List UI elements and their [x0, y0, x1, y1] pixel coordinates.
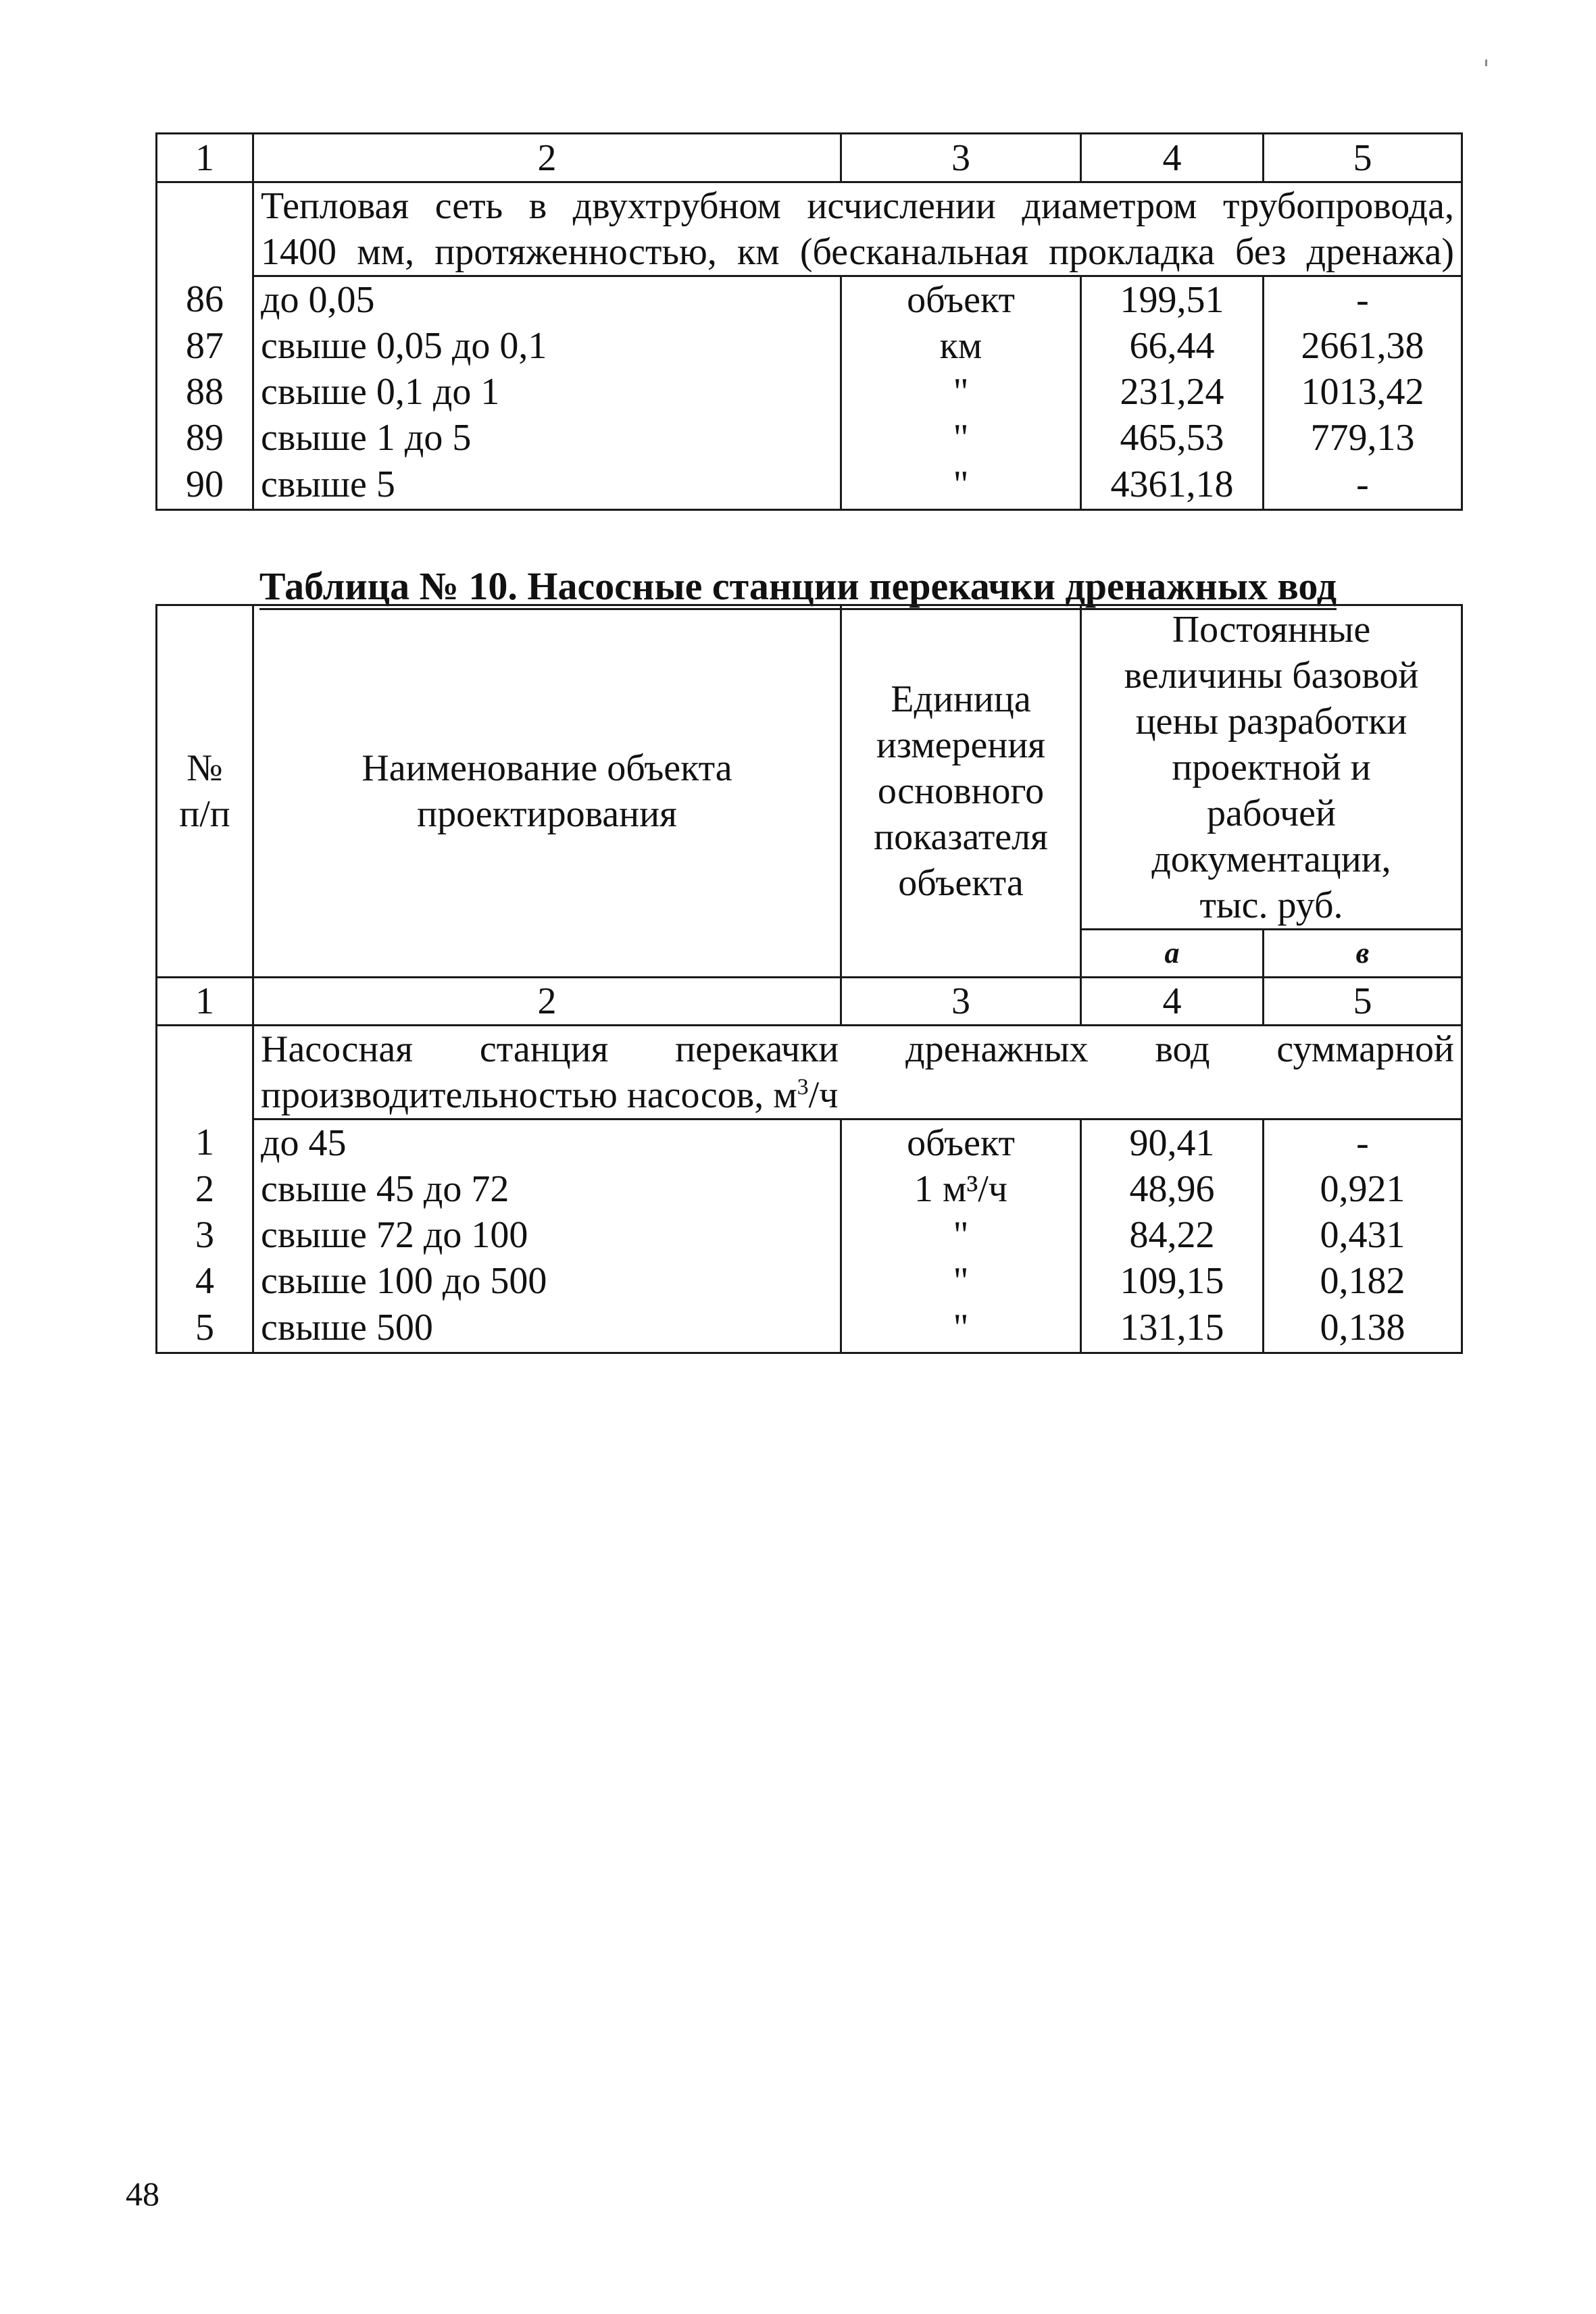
row-num: 87 [157, 323, 253, 369]
row-value-a: 4361,18 [1081, 461, 1264, 509]
row-value-b: 0,182 [1264, 1258, 1462, 1304]
row-num: 4 [157, 1258, 253, 1304]
table-row [157, 276, 1462, 324]
col-number-1: 1 [157, 978, 253, 1026]
row-value-a: 109,15 [1081, 1258, 1264, 1304]
row-num: 90 [157, 461, 253, 509]
section-heading-line1: Насосная станция перекачки дренажных вод суммарной [261, 1028, 1454, 1070]
row-name: свыше 0,1 до 1 [253, 369, 841, 415]
row-unit: " [841, 369, 1081, 415]
column-number-row [157, 134, 1462, 182]
col-number-5: 5 [1264, 134, 1462, 182]
section-heading [253, 1026, 1462, 1120]
section-heading-line2: 1400 мм, протяженностью, км (бесканальная прокладка без дренажа) [261, 231, 1454, 273]
row-num: 3 [157, 1212, 253, 1258]
row-name: свыше 0,05 до 0,1 [253, 323, 841, 369]
row-name: свыше 1 до 5 [253, 415, 841, 461]
row-value-b: - [1264, 276, 1462, 324]
row-value-a: 231,24 [1081, 369, 1264, 415]
row-unit: " [841, 461, 1081, 509]
col-number-2: 2 [253, 978, 841, 1026]
table-row [157, 1212, 1462, 1258]
col-number-5: 5 [1264, 978, 1462, 1026]
heat-network-table [155, 132, 1463, 511]
row-name: до 0,05 [253, 276, 841, 324]
table-row [157, 369, 1462, 415]
row-value-b: 1013,42 [1264, 369, 1462, 415]
scan-mark [1485, 59, 1487, 66]
row-unit: объект [841, 1120, 1081, 1167]
table-row [157, 1120, 1462, 1167]
section-heading-line1: Тепловая сеть в двухтрубном исчислении диаметром трубопровода, [261, 185, 1454, 227]
header-row [157, 605, 1462, 930]
section-heading-row [157, 182, 1462, 276]
row-name: свыше 72 до 100 [253, 1212, 841, 1258]
header-unit: Единица измерения основного показателя объекта [841, 605, 1081, 978]
row-value-a: 199,51 [1081, 276, 1264, 324]
page-number: 48 [126, 2175, 159, 2213]
row-name: свыше 45 до 72 [253, 1166, 841, 1212]
row-value-b: 0,431 [1264, 1212, 1462, 1258]
col-number-4: 4 [1081, 134, 1264, 182]
section-heading-row [157, 1026, 1462, 1120]
row-num: 1 [157, 1120, 253, 1167]
row-name: свыше 5 [253, 461, 841, 509]
row-name: до 45 [253, 1120, 841, 1167]
col-number-3: 3 [841, 978, 1081, 1026]
column-number-row [157, 978, 1462, 1026]
table-row [157, 323, 1462, 369]
header-price: Постоянные величины базовой цены разработки проектной и рабочей документации, тыс. руб. [1081, 605, 1462, 930]
col-number-3: 3 [841, 134, 1081, 182]
row-value-a: 48,96 [1081, 1166, 1264, 1212]
table-row [157, 1304, 1462, 1353]
header-num: № п/п [157, 605, 253, 978]
table-title: Таблица № 10. Насосные станции перекачки дренажных вод [0, 563, 1596, 609]
row-unit: объект [841, 276, 1081, 324]
col-number-2: 2 [253, 134, 841, 182]
row-value-b: 0,138 [1264, 1304, 1462, 1353]
section-heading-line2: производительностью насосов, $м^3/ч$ [261, 1074, 839, 1116]
pump-station-table [155, 604, 1463, 1354]
row-value-a: 84,22 [1081, 1212, 1264, 1258]
row-unit: " [841, 1304, 1081, 1353]
row-unit: 1 м³/ч [841, 1166, 1081, 1212]
subheader-a: а [1081, 930, 1264, 978]
row-value-a: 131,15 [1081, 1304, 1264, 1353]
row-num: 89 [157, 415, 253, 461]
row-num: 86 [157, 276, 253, 324]
row-value-a: 66,44 [1081, 323, 1264, 369]
table-row [157, 461, 1462, 509]
table-row [157, 1258, 1462, 1304]
row-unit: км [841, 323, 1081, 369]
row-value-b: 2661,38 [1264, 323, 1462, 369]
row-unit: " [841, 1212, 1081, 1258]
row-name: свыше 100 до 500 [253, 1258, 841, 1304]
row-value-b: - [1264, 1120, 1462, 1167]
row-name: свыше 500 [253, 1304, 841, 1353]
col-number-1: 1 [157, 134, 253, 182]
row-value-b: - [1264, 461, 1462, 509]
table-row [157, 1166, 1462, 1212]
row-num: 2 [157, 1166, 253, 1212]
section-heading [253, 182, 1462, 276]
row-num: 5 [157, 1304, 253, 1353]
header-name: Наименование объекта проектирования [253, 605, 841, 978]
row-value-a: 465,53 [1081, 415, 1264, 461]
row-value-b: 0,921 [1264, 1166, 1462, 1212]
row-unit: " [841, 415, 1081, 461]
col-number-4: 4 [1081, 978, 1264, 1026]
subheader-b: в [1264, 930, 1462, 978]
row-value-a: 90,41 [1081, 1120, 1264, 1167]
row-unit: " [841, 1258, 1081, 1304]
row-value-b: 779,13 [1264, 415, 1462, 461]
table-row [157, 415, 1462, 461]
row-num: 88 [157, 369, 253, 415]
